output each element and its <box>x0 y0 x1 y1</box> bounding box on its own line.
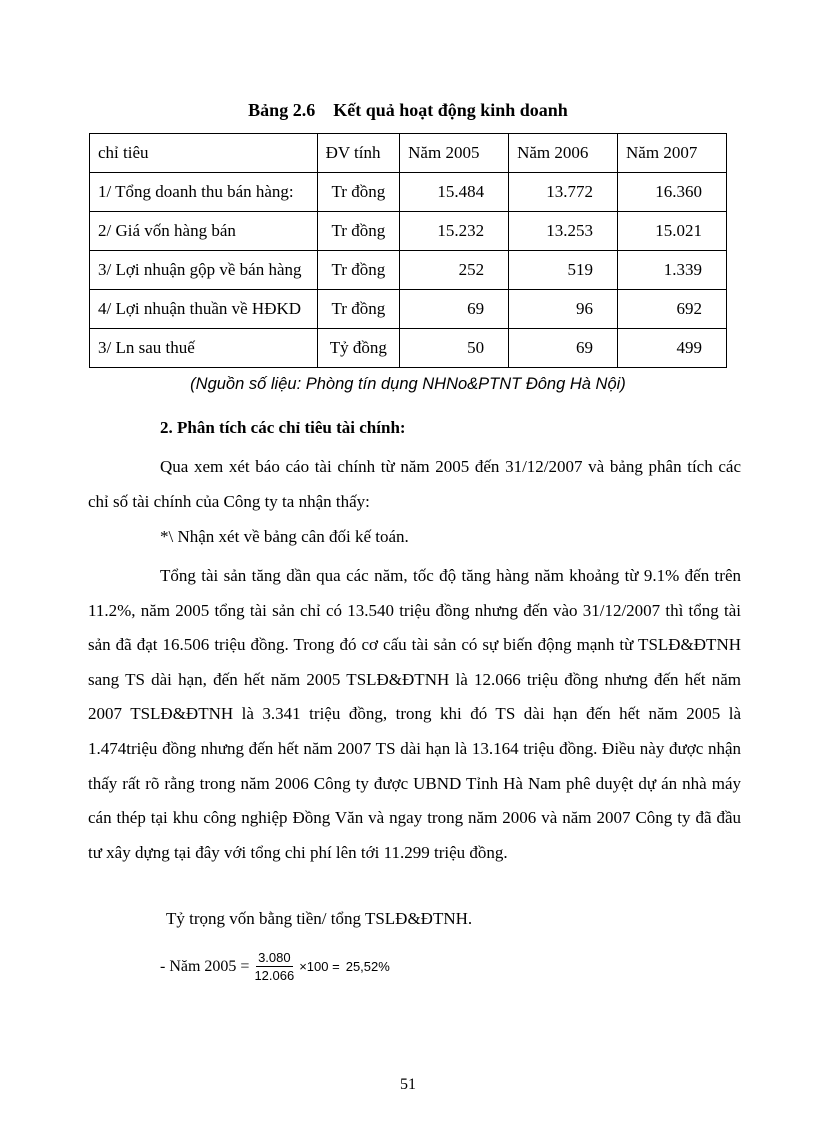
header-cell: ĐV tính <box>317 134 400 173</box>
formula-denominator: 12.066 <box>254 968 295 983</box>
table-row <box>90 212 727 251</box>
table-row <box>90 251 727 290</box>
table-cell: 13.253 <box>509 212 618 251</box>
formula-year-label: - Năm 2005 = <box>160 957 250 975</box>
table-source-note: (Nguồn số liệu: Phòng tín dụng NHNo&PTNT Đông Hà Nội) <box>190 375 626 393</box>
table-cell: 69 <box>400 290 509 329</box>
table-cell: 13.772 <box>509 173 618 212</box>
table-caption-number: Bảng 2.6 <box>248 100 316 120</box>
results-table <box>89 133 727 368</box>
table-caption <box>0 100 816 121</box>
table-cell: 96 <box>509 290 618 329</box>
table-cell: 2/ Giá vốn hàng bán <box>90 212 318 251</box>
table-cell: 3/ Lợi nhuận gộp về bán hàng <box>90 251 318 290</box>
table-row <box>90 173 727 212</box>
table-cell: 1/ Tổng doanh thu bán hàng: <box>90 173 318 212</box>
table-cell: 692 <box>618 290 727 329</box>
table-cell: 4/ Lợi nhuận thuần về HĐKD <box>90 290 318 329</box>
table-cell: 15.484 <box>400 173 509 212</box>
page-number: 51 <box>400 1076 416 1093</box>
intro-paragraph: Qua xem xét báo cáo tài chính từ năm 2005 đến 31/12/2007 và bảng phân tích các chỉ số tài chính của Công ty ta nhận thấy: <box>88 457 741 511</box>
body-paragraph: Tổng tài sản tăng dần qua các năm, tốc độ tăng hàng năm khoảng từ 9.1% đến trên 11.2%, năm 2005 tổng tài sản chỉ có 13.540 triệu đồng nhưng đến vào 31/12/2007 thì tổng tài sản đã đạt 16.506 triệu đồng. Trong đó cơ cấu tài sản có sự biến động mạnh từ TSLĐ&ĐTNH sang TS dài hạn, đến hết năm 2005 TSLĐ&ĐTNH là 12.066 triệu đồng nhưng đến hết năm 2007 TSLĐ&ĐTNH là 3.341 triệu đồng, trong khi đó TS dài hạn đến hết năm 2005 là 1.474triệu đồng nhưng đến hết năm 2007 TS dài hạn là 13.164 triệu đồng. Điều này được nhận thấy rất rõ rằng trong năm 2006 Công ty được UBND Tỉnh Hà Nam phê duyệt dự án nhà máy cán thép tại khu công nghiệp Đồng Văn và ngay trong năm 2006 và năm 2007 Công ty đã đầu tư xây dựng tại đây với tổng chi phí lên tới 11.299 triệu đồng. <box>88 566 741 862</box>
table-row <box>90 290 727 329</box>
formula-numerator: 3.080 <box>258 950 291 965</box>
note-paragraph: *\ Nhận xét về bảng cân đối kế toán. <box>160 527 409 546</box>
table-cell: Tr đồng <box>317 212 400 251</box>
table-caption-title: Kết quả hoạt động kinh doanh <box>333 100 568 120</box>
table-header-row <box>90 134 727 173</box>
ratio-formula <box>160 950 390 983</box>
table-cell: 252 <box>400 251 509 290</box>
table-cell: Tỷ đồng <box>317 329 400 368</box>
formula-multiplier: ×100 = <box>299 959 340 974</box>
formula-result: 25,52% <box>345 959 390 974</box>
table-cell: 50 <box>400 329 509 368</box>
header-cell: chỉ tiêu <box>90 134 318 173</box>
header-cell: Năm 2006 <box>509 134 618 173</box>
table-row <box>90 329 727 368</box>
table-cell: 519 <box>509 251 618 290</box>
table-cell: 69 <box>509 329 618 368</box>
table-cell: 15.021 <box>618 212 727 251</box>
header-cell: Năm 2005 <box>400 134 509 173</box>
table-cell: 15.232 <box>400 212 509 251</box>
section-heading: 2. Phân tích các chỉ tiêu tài chính: <box>160 418 406 437</box>
ratio-title: Tỷ trọng vốn bằng tiền/ tổng TSLĐ&ĐTNH. <box>166 909 473 928</box>
table-cell: Tr đồng <box>317 290 400 329</box>
table-cell: 1.339 <box>618 251 727 290</box>
table-cell: 3/ Ln sau thuế <box>90 329 318 368</box>
formula-fraction <box>252 950 296 983</box>
table-cell: 16.360 <box>618 173 727 212</box>
table-cell: Tr đồng <box>317 251 400 290</box>
header-cell: Năm 2007 <box>618 134 727 173</box>
table-cell: 499 <box>618 329 727 368</box>
table-cell: Tr đồng <box>317 173 400 212</box>
